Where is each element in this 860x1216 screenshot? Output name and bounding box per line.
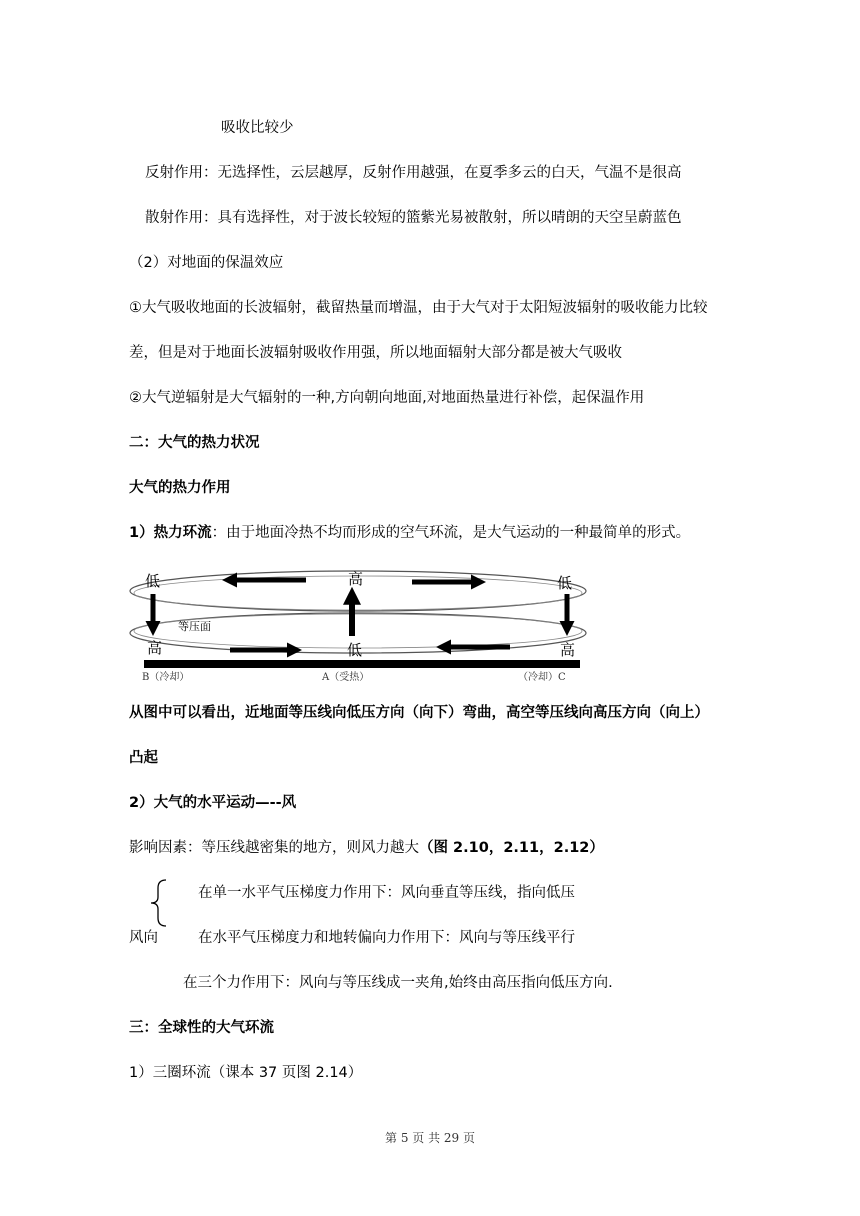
text-line: 差，但是对于地面长波辐射吸收作用强，所以地面辐射大部分都是被大气吸收 bbox=[129, 345, 622, 361]
text-line: （2）对地面的保温效应 bbox=[129, 255, 284, 271]
wind-direction-label: 风向 bbox=[129, 930, 158, 946]
text-line: 凸起 bbox=[129, 750, 158, 766]
factor-text: 影响因素：等压线越密集的地方，则风力越大 bbox=[129, 840, 419, 856]
ground-label-b: B（冷却） bbox=[142, 672, 190, 683]
section-heading: 二：大气的热力状况 bbox=[129, 435, 260, 451]
sub-heading: 2）大气的水平运动—--风 bbox=[129, 795, 297, 811]
section-heading: 三：全球性的大气环流 bbox=[129, 1020, 274, 1036]
ground-label-a: A（受热） bbox=[322, 672, 370, 683]
ground-label-c: （冷却）C bbox=[518, 672, 566, 683]
text-line bbox=[129, 523, 690, 543]
label-bottom-mid: 低 bbox=[347, 641, 363, 659]
text-line: 散射作用：具有选择性，对于波长较短的篮紫光易被散射，所以晴朗的天空呈蔚蓝色 bbox=[145, 210, 682, 226]
term-label: 1）热力环流 bbox=[129, 525, 212, 541]
text-line: 1）三圈环流（课本 37 页图 2.14） bbox=[129, 1065, 363, 1081]
label-bottom-left: 高 bbox=[147, 639, 163, 657]
label-bottom-right: 高 bbox=[560, 641, 576, 659]
label-top-left: 低 bbox=[145, 572, 161, 590]
figure-ref: （图 2.10，2.11，2.12） bbox=[419, 840, 604, 856]
text-line: 从图中可以看出，近地面等压线向低压方向（向下）弯曲，高空等压线向高压方向（向上） bbox=[129, 705, 709, 721]
isobar-label: 等压面 bbox=[178, 620, 211, 633]
thermal-circulation-diagram bbox=[128, 566, 590, 684]
text-line: 在单一水平气压梯度力作用下：风向垂直等压线，指向低压 bbox=[198, 885, 575, 901]
ground-bar bbox=[144, 660, 580, 668]
text-line: 吸收比较少 bbox=[221, 120, 294, 136]
page-footer: 第 5 页 共 29 页 bbox=[385, 1131, 475, 1145]
brace-icon bbox=[148, 878, 170, 928]
text-line: 反射作用：无选择性，云层越厚，反射作用越强，在夏季多云的白天，气温不是很高 bbox=[145, 165, 682, 181]
text-line: 在三个力作用下：风向与等压线成一夹角,始终由高压指向低压方向. bbox=[183, 975, 613, 991]
text-line: ②大气逆辐射是大气辐射的一种,方向朝向地面,对地面热量进行补偿，起保温作用 bbox=[129, 390, 645, 406]
label-top-right: 低 bbox=[557, 574, 573, 592]
term-definition: ：由于地面冷热不均而形成的空气环流，是大气运动的一种最简单的形式。 bbox=[211, 525, 691, 541]
text-line: ①大气吸收地面的长波辐射，截留热量而增温，由于大气对于太阳短波辐射的吸收能力比较 bbox=[129, 300, 708, 316]
sub-heading: 大气的热力作用 bbox=[129, 480, 231, 496]
label-top-mid: 高 bbox=[348, 570, 364, 588]
text-line bbox=[129, 838, 604, 858]
text-line: 在水平气压梯度力和地转偏向力作用下：风向与等压线平行 bbox=[198, 930, 575, 946]
